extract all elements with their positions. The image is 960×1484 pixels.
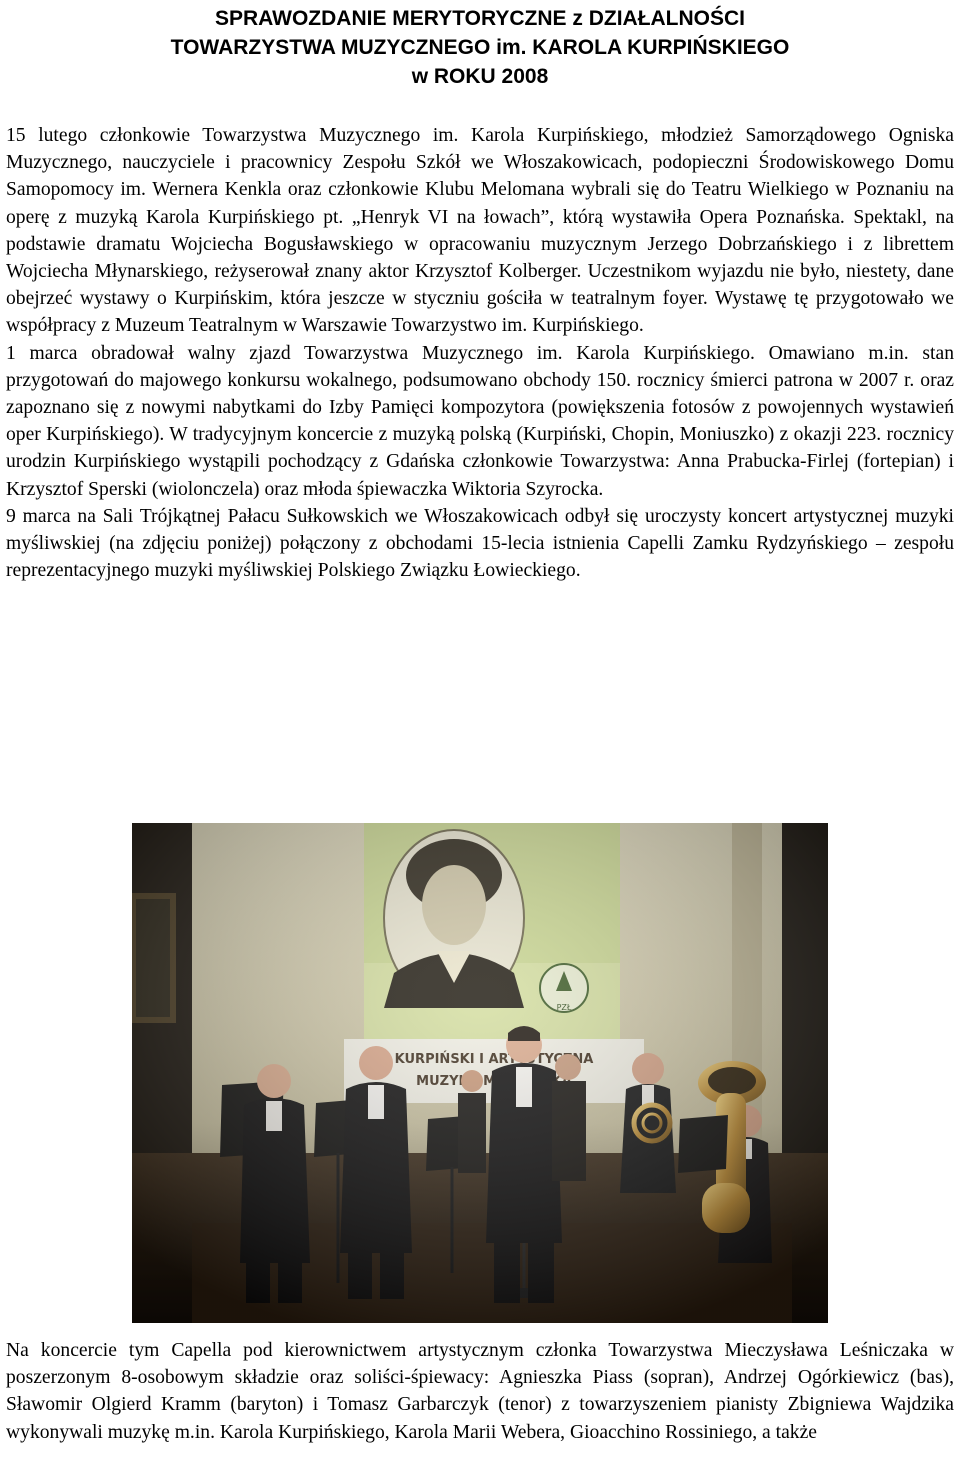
concert-photo-illustration	[132, 823, 828, 1323]
paragraph-february-opera: 15 lutego członkowie Towarzystwa Muzycznego im. Karola Kurpińskiego, młodzież Samorządowego Ogniska Muzycznego, nauczyciele i pracownicy Zespołu Szkół we Włoszakowicach, podopieczni Środowiskowego Domu Samopomocy im. Wernera Kenkla oraz członkowie Klubu Melomana wybrali się do Teatru Wielkiego w Poznaniu na operę z muzyką Karola Kurpińskiego pt. „Henryk VI na łowach”, którą wystawiła Opera Poznańska. Spektakl, na podstawie dramatu Wojciecha Bogusławskiego w opracowaniu muzycznym Jerzego Dobrzańskiego i z librettem Wojciecha Młynarskiego, reżyserował znany aktor Krzysztof Kolberger. Uczestnikom wyjazdu nie było, niestety, dane obejrzeć wystawy o Kurpińskim, która jeszcze w styczniu gościła w teatralnym foyer. Wystawę tę przygotowało we współpracy z Muzeum Teatralnym w Warszawie Towarzystwo im. Kurpińskiego.	[6, 125, 954, 337]
paragraph-march-1-meeting: 1 marca obradował walny zjazd Towarzystwa Muzycznego im. Karola Kurpińskiego. Omawiano m.in. stan przygotowań do majowego konkursu wokalnego, podsumowano obchody 150. rocznicy śmierci patrona w 2007 r. oraz zapoznano się z nowymi nabytkami do Izby Pamięci kompozytora (powiększenia fotosów z powojennych wystawień oper Kurpińskiego). W tradycyjnym koncercie z muzyką polską (Kurpiński, Chopin, Moniuszko) z okazji 223. rocznicy urodzin Kurpińskiego wystąpili pochodzący z Gdańska członkowie Towarzystwa: Anna Prabucka-Firlej (fortepian) i Krzysztof Sperski (wiolonczela) oraz młoda śpiewaczka Wiktoria Szyrocka.	[6, 342, 954, 500]
paragraph-march-9-concert: 9 marca na Sali Trójkątnej Pałacu Sułkowskich we Włoszakowicach odbył się uroczysty koncert artystycznej muzyki myśliwskiej (na zdjęciu poniżej) połączony z obchodami 15-lecia istnienia Capelli Zamku Rydzyńskiego – zespołu reprezentacyjnego muzyki myśliwskiej Polskiego Związku Łowieckiego.	[6, 505, 954, 582]
paragraph-concert-performers: Na koncercie tym Capella pod kierownictwem artystycznym członka Towarzystwa Mieczysława Leśniczaka w poszerzonym 8-osobowym składzie oraz soliści-śpiewacy: Agnieszka Piass (sopran), Andrzej Ogórkiewicz (bas), Sławomir Olgierd Kramm (baryton) i Tomasz Garbarczyk (tenor) z towarzyszeniem pianisty Zbigniewa Wajdzika wykonywali muzykę m.in. Karola Kurpińskiego, Karola Marii Webera, Gioacchino Rossiniego, a także	[6, 1340, 954, 1443]
title-line-2: TOWARZYSTWA MUZYCZNEGO im. KAROLA KURPIŃSKIEGO	[170, 36, 790, 59]
concert-photo	[132, 823, 828, 1323]
document-page	[0, 4, 960, 1484]
report-title	[6, 4, 954, 91]
title-line-3: w ROKU 2008	[411, 65, 549, 88]
title-line-1: SPRAWOZDANIE MERYTORYCZNE z DZIAŁALNOŚCI	[214, 7, 746, 30]
